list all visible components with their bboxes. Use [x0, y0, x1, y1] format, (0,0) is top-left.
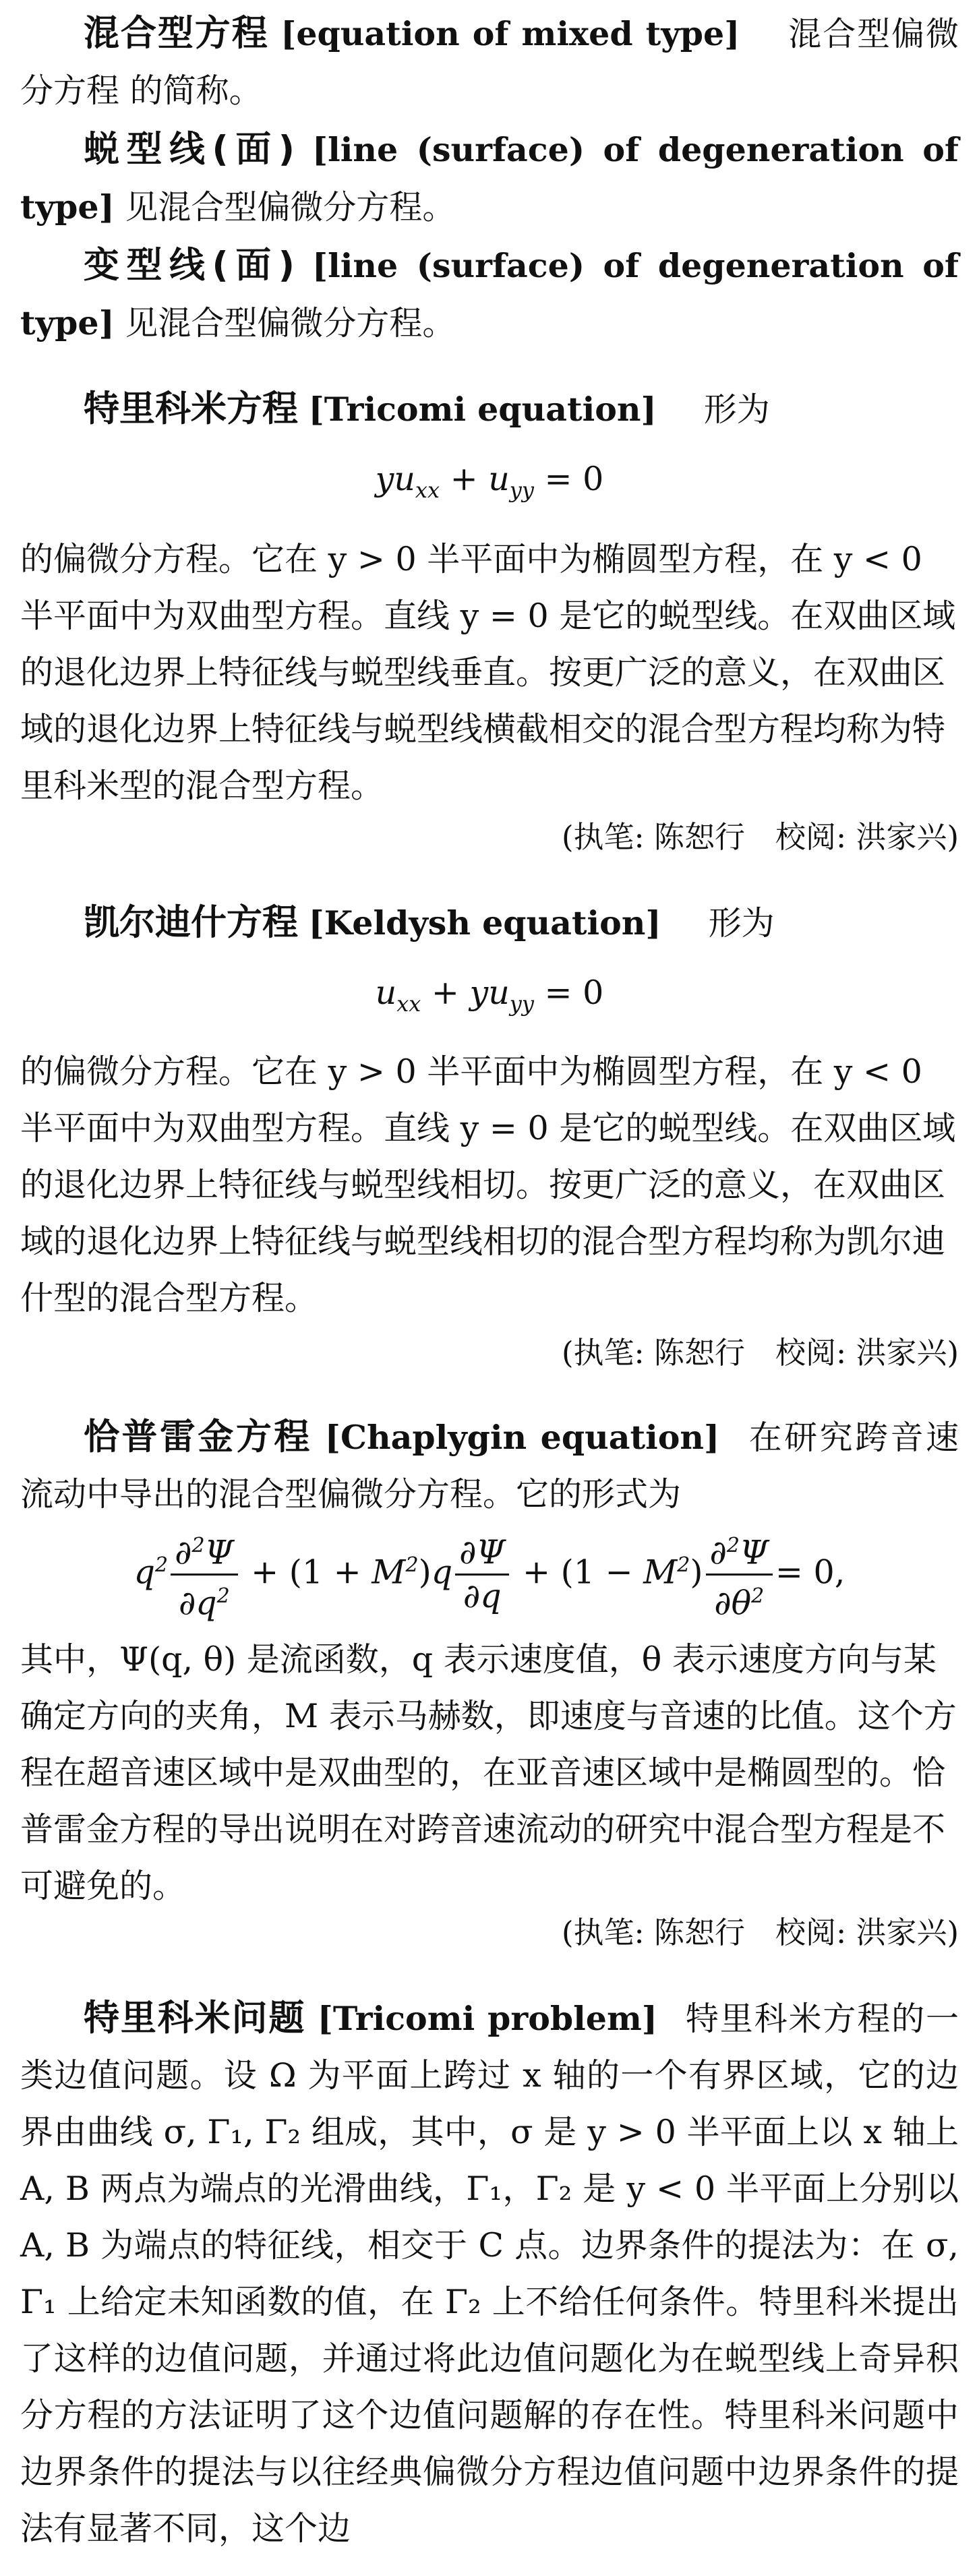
entry-heading-en: [Chaplygin equation] — [324, 1418, 720, 1457]
byline: (执笔: 陈恕行 校阅: 洪家兴) — [561, 1335, 959, 1371]
entry-heading-cn: 凯尔迪什方程 — [84, 902, 298, 943]
byline: (执笔: 陈恕行 校阅: 洪家兴) — [561, 819, 959, 855]
entry-body: 混合型偏微分方程 的简称。 — [20, 15, 959, 110]
entry-change-line — [20, 237, 959, 352]
keldysh-formula: $u_{xx} + yu_{yy} = 0$ — [375, 974, 604, 1017]
entry-heading-cn: 特里科米问题 — [84, 1998, 306, 2039]
entry-heading-cn: 蜕型线(面) — [84, 129, 295, 170]
entry-heading-en: [equation of mixed type] — [280, 14, 740, 53]
entry-heading-en: [Tricomi problem] — [317, 1999, 657, 2038]
entry-degeneration-line — [20, 121, 959, 236]
entry-heading-cn: 变型线(面) — [84, 245, 295, 286]
entry-tricomi-body: 的偏微分方程。它在 y > 0 半平面中为椭圆型方程，在 y < 0 半平面中为双曲型方程。直线 y = 0 是它的蜕型线。在双曲区域的退化边界上特征线与蜕型线垂直。按更广泛的意义，在双曲区域的退化边界上特征线与蜕型线横截相交的混合型方程均称为特里科米型的混合型方程。 — [20, 540, 956, 805]
entry-body: 见混合型偏微分方程。 — [125, 304, 456, 342]
entry-heading-cn: 恰普雷金方程 — [84, 1416, 312, 1458]
chaplygin-formula: $q^2$ $\frac{\partial^2\Psi}{\partial q^2}$ + $(1 + M^2)q$ $\frac{\partial\Psi}{\partial q}$ + $(1 - M^2)$ $\frac{\partial^2\Psi}{\partial\theta^2}$ = 0, — [0, 1525, 979, 1625]
entry-tricomi-problem — [20, 1990, 959, 2557]
entry-heading-en: [line (surface) of degeneration of type] — [20, 246, 959, 342]
entry-keldysh-body: 的偏微分方程。它在 y > 0 半平面中为椭圆型方程，在 y < 0 半平面中为双曲型方程。直线 y = 0 是它的蜕型线。在双曲区域的退化边界上特征线与蜕型线相切。按更广泛的意义，在双曲区域的退化边界上特征线与蜕型线相切的混合型方程均称为凯尔迪什型的混合型方程。 — [20, 1052, 956, 1317]
entry-lead: 形为 — [703, 390, 770, 429]
entry-heading-en: [line (surface) of degeneration of type] — [20, 130, 959, 227]
tricomi-formula: $yu_{xx} + u_{yy} = 0$ — [375, 460, 604, 503]
entry-heading-cn: 混合型方程 — [84, 13, 269, 54]
entry-tricomi-heading — [20, 381, 959, 438]
entry-body: 特里科米方程的一类边值问题。设 Ω 为平面上跨过 x 轴的一个有界区域，它的边界由曲线 σ, Γ₁, Γ₂ 组成，其中，σ 是 y > 0 半平面上以 x 轴上 A, B 两点为端点的光滑曲线，Γ₁，Γ₂ 是 y < 0 半平面上分别以 A, B 为端点的特征线，相交于 C 点。边界条件的提法为：在 σ, Γ₁ 上给定未知函数的值，在 Γ₂ 上不给任何条件。特里科米提出了这样的边值问题，并通过将此边值问题化为在蜕型线上奇异积分方程的方法证明了这个边值问题解的存在性。特里科米问题中边界条件的提法与以往经典偏微分方程边值问题中边界条件的提法有显著不同，这个边 — [20, 2000, 959, 2548]
entry-keldysh-heading — [20, 895, 959, 952]
entry-lead: 在研究跨音速流动中导出的混合型偏微分方程。它的形式为 — [20, 1418, 959, 1514]
entry-heading-en: [Keldysh equation] — [308, 903, 661, 942]
entry-body: 见混合型偏微分方程。 — [125, 188, 456, 227]
entry-heading-en: [Tricomi equation] — [308, 390, 657, 429]
byline: (执笔: 陈恕行 校阅: 洪家兴) — [561, 1915, 959, 1950]
entry-mixed-type — [20, 5, 959, 119]
entry-chaplygin-intro — [20, 1409, 959, 1523]
entry-heading-cn: 特里科米方程 — [84, 388, 298, 429]
entry-lead: 形为 — [708, 904, 775, 942]
entry-chaplygin-body: 其中，Ψ(q, θ) 是流函数，q 表示速度值，θ 表示速度方向与某确定方向的夹角，M 表示马赫数，即速度与音速的比值。这个方程在超音速区域中是双曲型的，在亚音速区域中是椭圆型的。恰普雷金方程的导出说明在对跨音速流动的研究中混合型方程是不可避免的。 — [20, 1640, 957, 1905]
